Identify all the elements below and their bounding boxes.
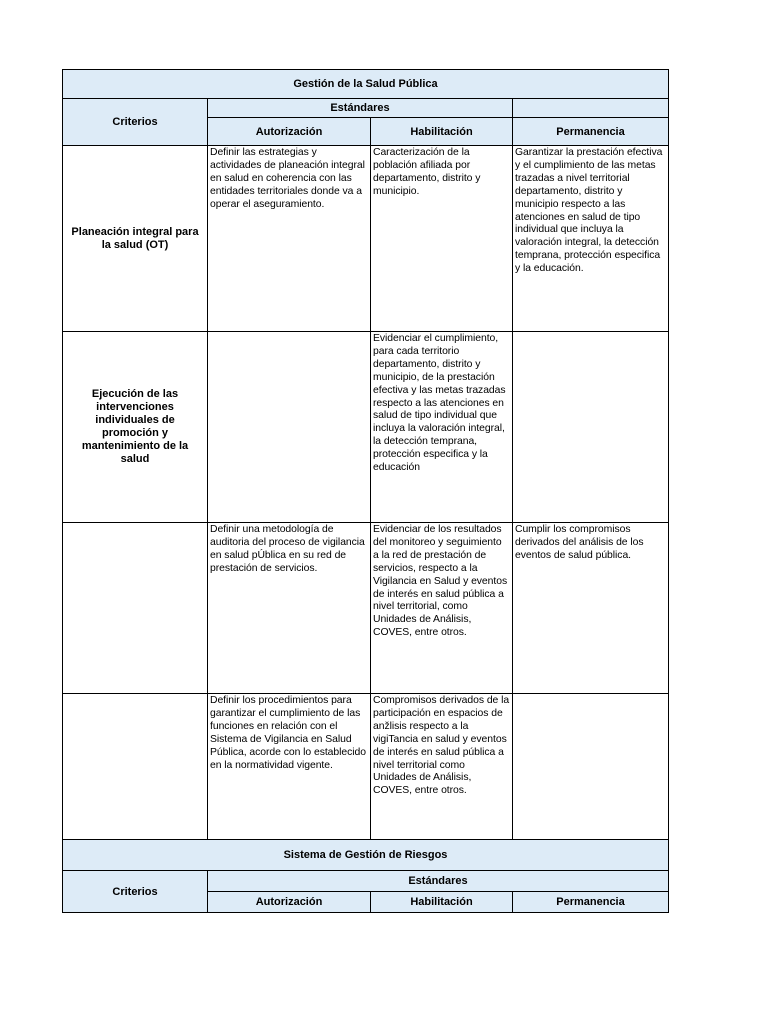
- column-header-autorizacion: [207, 117, 371, 146]
- column-header-permanencia: [512, 117, 669, 146]
- table-cell-permanencia: [512, 693, 669, 840]
- section-title-text: Gestión de la Salud Pública: [293, 78, 438, 90]
- table-row-criterio: [62, 331, 208, 523]
- table-cell-permanencia: Garantizar la prestación efectiva y el cumplimiento de las metas trazadas a nivel territorial departamento, distrito y municipio respecto a las atenciones en salud de tipo individual que incluya la valoración integral, la detección temprana, protección especifica y la educación.: [512, 145, 669, 332]
- column-header-label: Autorización: [255, 896, 323, 908]
- column-header-habilitacion: [370, 117, 513, 146]
- column-header-autorizacion: [207, 891, 371, 913]
- column-header-label: Permanencia: [556, 125, 625, 138]
- column-header-permanencia: [512, 891, 669, 913]
- table-cell-autorizacion: [207, 331, 371, 523]
- criterio-text: Ejecución de las intervenciones individuales de promoción y mantenimiento de la salud: [81, 388, 189, 465]
- section-title-text: Sistema de Gestión de Riesgos: [283, 849, 448, 861]
- column-header-label: Autorización: [255, 125, 323, 138]
- estandares-header: [207, 870, 669, 892]
- table-cell-autorizacion: Definir los procedimientos para garantizar el cumplimiento de las funciones en relación con el Sistema de Vigilancia en Salud Pública, acorde con lo establecido en la normatividad vigente.: [207, 693, 371, 840]
- criterios-label: Criterios: [112, 885, 158, 898]
- table-cell-permanencia: Cumplir los compromisos derivados del análisis de los eventos de salud pública.: [512, 522, 669, 694]
- table-cell-permanencia: [512, 331, 669, 523]
- column-header-habilitacion: [370, 891, 513, 913]
- estandares-header: [207, 98, 513, 118]
- column-header-label: Habilitación: [410, 896, 473, 908]
- table-row-criterio: [62, 145, 208, 332]
- criterios-header: [62, 98, 208, 146]
- estandares-label: Estándares: [408, 875, 468, 887]
- section-title-gestion-salud-publica: [62, 69, 669, 99]
- table-row-criterio: [62, 522, 208, 694]
- criterios-header: [62, 870, 208, 913]
- table-cell-autorizacion: Definir las estrategias y actividades de planeación integral en salud en coherencia con las entidades territoriales donde va a operar el aseguramiento.: [207, 145, 371, 332]
- table-cell-habilitacion: Evidenciar el cumplimiento, para cada territorio departamento, distrito y municipio, de la prestación efectiva y las metas trazadas respecto a las atenciones en salud de tipo individual que incluya la valoración integral, la detección temprana, protección especifica y la educación: [370, 331, 513, 523]
- table-cell-autorizacion: Definir una metodología de auditoria del proceso de vigilancia en salud pÚblica en su red de prestación de servicios.: [207, 522, 371, 694]
- column-header-label: Habilitación: [410, 125, 473, 138]
- criterios-label: Criterios: [112, 116, 158, 128]
- column-header-label: Permanencia: [556, 896, 625, 908]
- estandares-label: Estándares: [330, 102, 390, 114]
- estandares-header-empty-cell: [512, 98, 669, 118]
- section-title-sistema-gestion-riesgos: [62, 839, 669, 871]
- table-cell-habilitacion: Evidenciar de los resultados del monitoreo y seguimiento a la red de prestación de servicios, respecto a la Vigilancia en Salud y eventos de interés en salud pública a nivel territorial, como Unidades de Análisis, COVES, entre otros.: [370, 522, 513, 694]
- table-cell-habilitacion: Compromisos derivados de la participación en espacios de anžlisis respecto a la vigiTancia en salud y eventos de interés en salud pública a nivel territorial como Unidades de Análisis, COVES, entre otros.: [370, 693, 513, 840]
- table-cell-habilitacion: Caracterización de la población afiliada por departamento, distrito y municipio.: [370, 145, 513, 332]
- table-row-criterio: [62, 693, 208, 840]
- criterio-text: Planeación integral para la salud (OT): [71, 225, 199, 251]
